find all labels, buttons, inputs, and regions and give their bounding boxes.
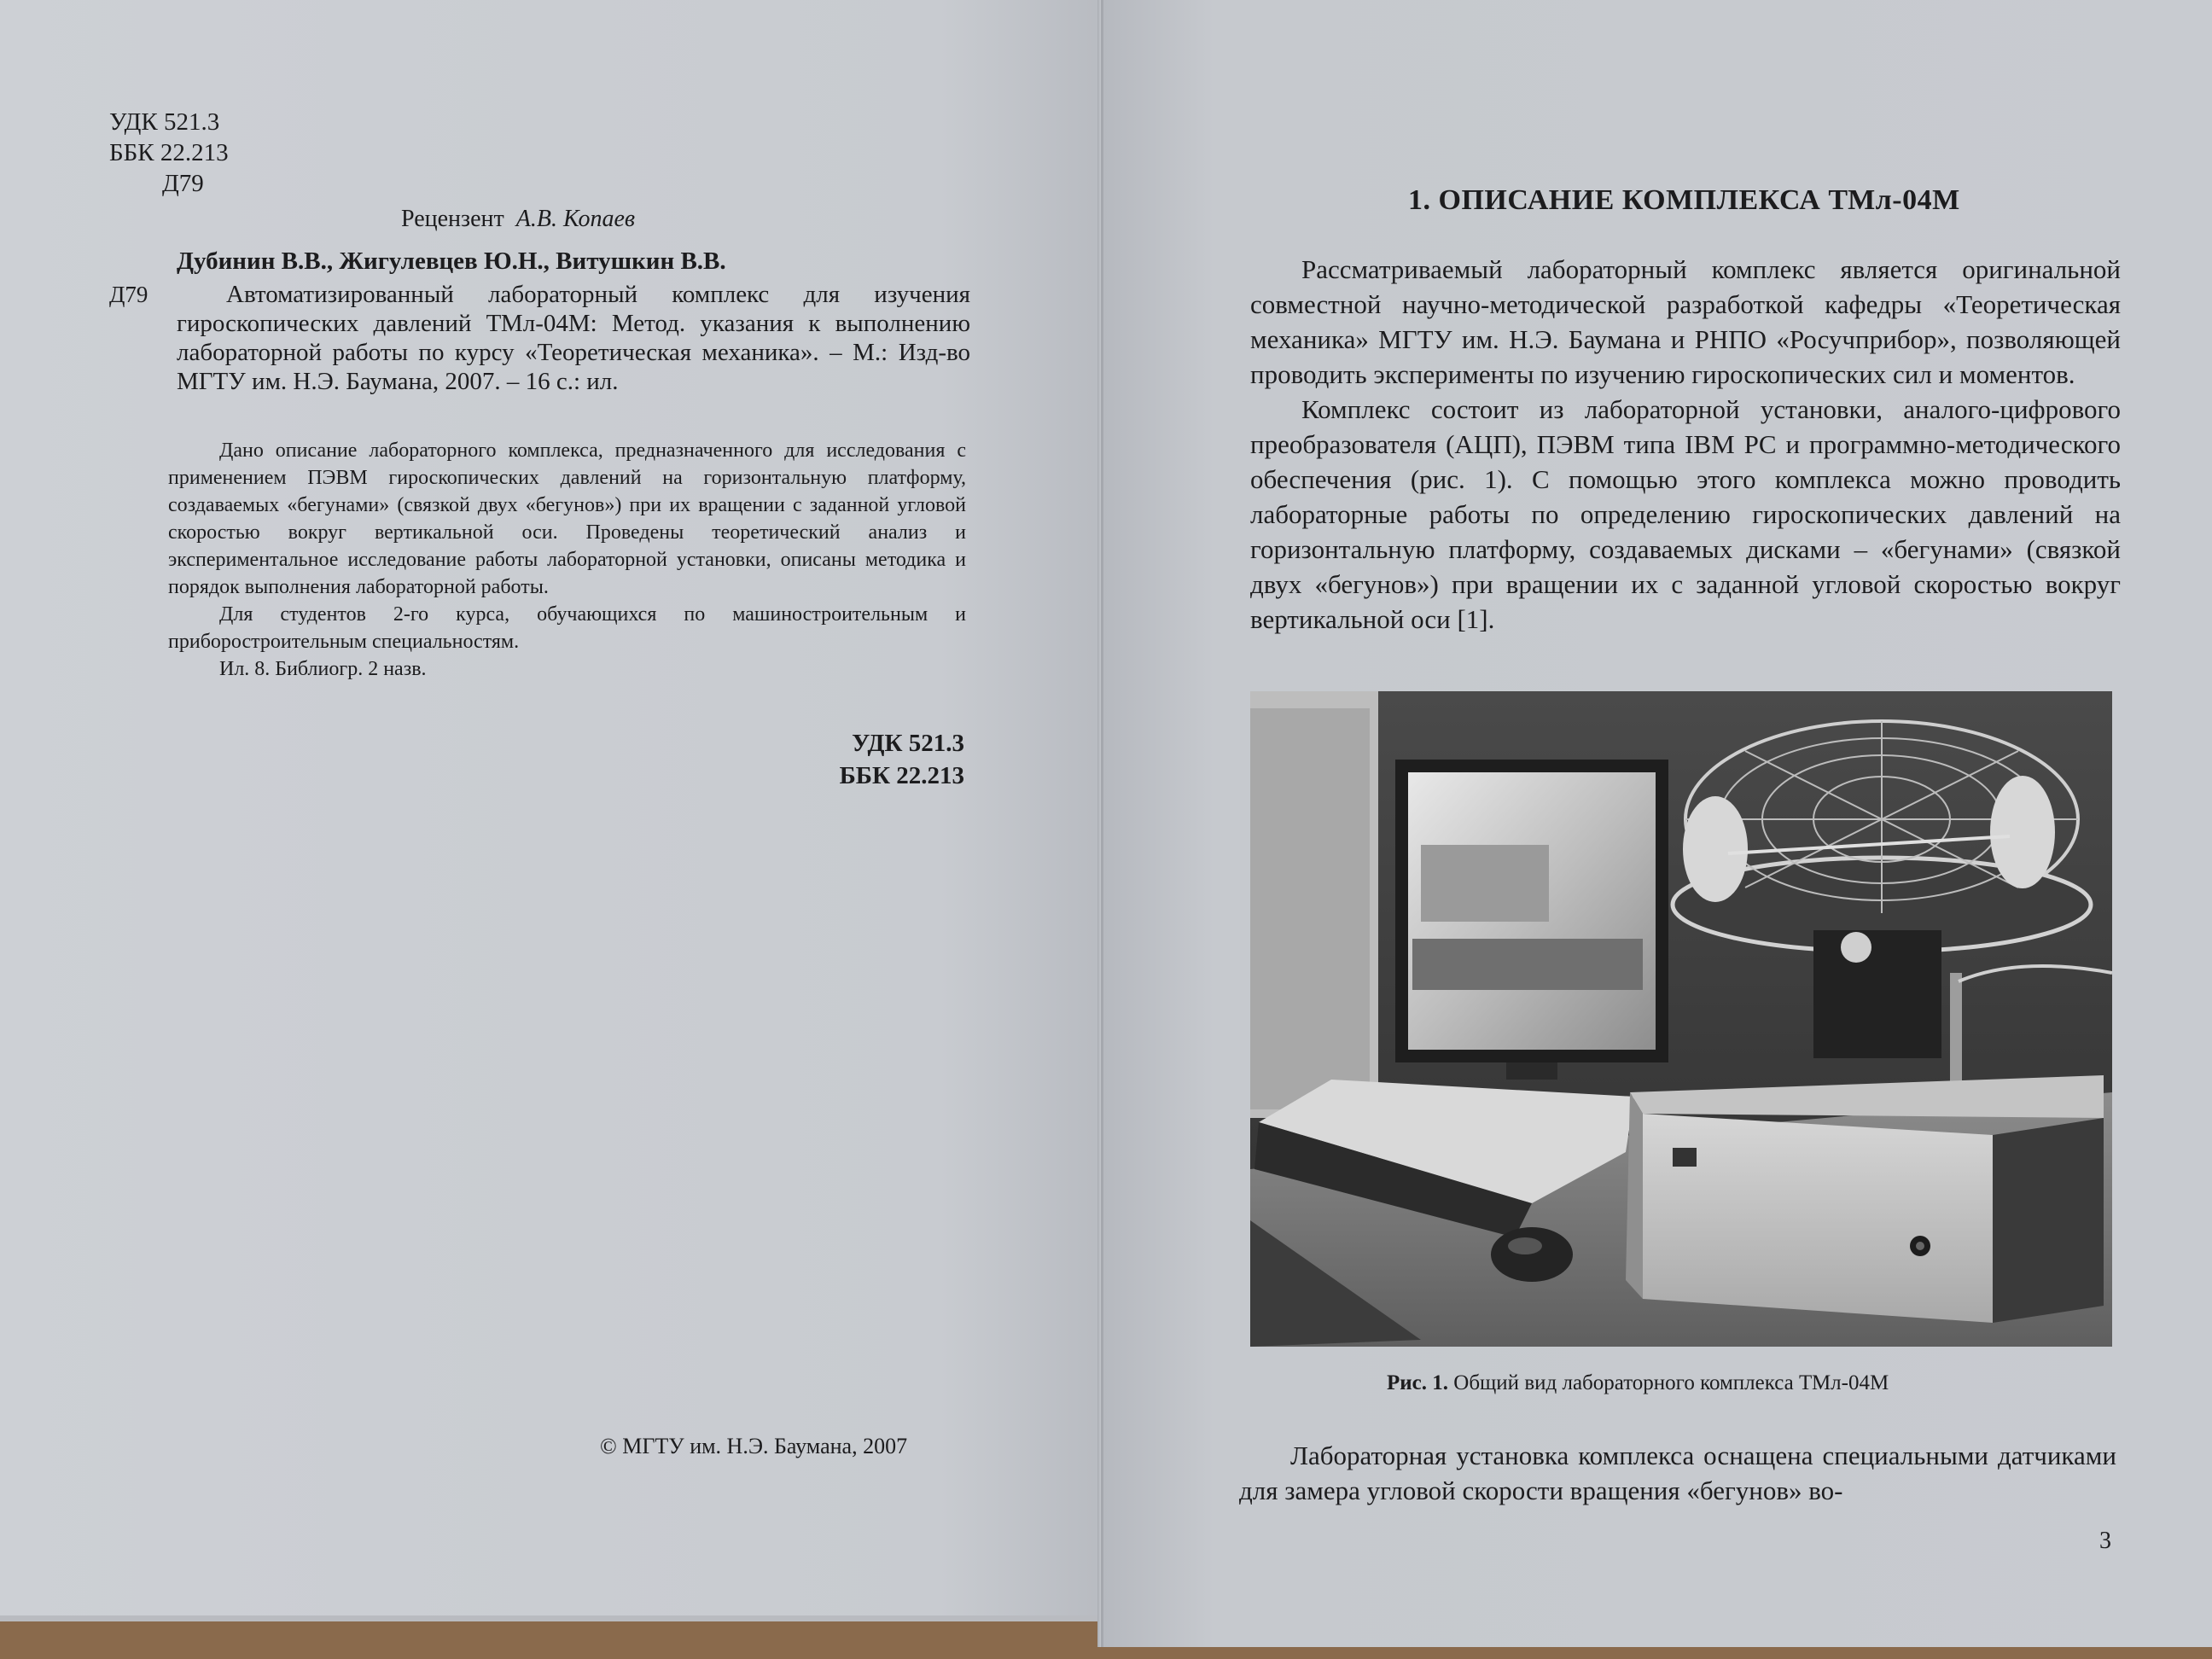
figure-caption bbox=[1387, 1371, 1889, 1395]
reviewer-line bbox=[401, 206, 635, 233]
reviewer-name: А.В. Копаев bbox=[515, 206, 636, 232]
copyright-notice: © МГТУ им. Н.Э. Баумана, 2007 bbox=[600, 1434, 908, 1458]
figure-caption-text: Общий вид лабораторного комплекса ТМл-04М bbox=[1453, 1371, 1889, 1394]
author-mark: Д79 bbox=[162, 170, 204, 197]
abstract-illustrations: Ил. 8. Библиогр. 2 назв. bbox=[219, 658, 427, 680]
bibliographic-entry: Автоматизированный лабораторный комплекс для изучения гироскопических давлений ТМл-04М: Метод. указания к выполнению лабораторной работы по курсу «Теоретическая механика». – М.: Изд-во МГТУ им. Н.Э. Баумана, 2007. – 16 с.: ил. bbox=[177, 281, 970, 395]
page-number: 3 bbox=[2099, 1528, 2111, 1554]
lab-complex-photo-illustration bbox=[1250, 691, 2112, 1347]
figure-label: Рис. 1. bbox=[1387, 1371, 1449, 1394]
bbk-code: ББК 22.213 bbox=[109, 139, 229, 166]
bbk-code-bold: ББК 22.213 bbox=[839, 762, 964, 789]
abstract-block bbox=[168, 437, 966, 683]
intro-paragraph-2: Комплекс состоит из лабораторной установки, аналого-цифрового преобразователя (АЦП), ПЭВМ типа IBM PC и программно-методического обеспечения (рис. 1). С помощью этого комплекса можно проводить лабораторные работы по определению гироскопических давлений на горизонтальную платформу, создаваемых дисками – «бегунами» (связкой двух «бегунов») при вращении их с заданной угловой скоростью вокруг вертикальной оси [1]. bbox=[1250, 394, 2121, 634]
authors-line: Дубинин В.В., Жигулевцев Ю.Н., Витушкин В.В. bbox=[177, 247, 726, 275]
lab-complex-photo bbox=[1250, 691, 2112, 1347]
section-heading: 1. ОПИСАНИЕ КОМПЛЕКСА ТМл-04М bbox=[1408, 184, 1960, 216]
continuation-paragraph: Лабораторная установка комплекса оснащена специальными датчиками для замера угловой скорости вращения «бегунов» во- bbox=[1239, 1441, 2116, 1505]
intro-text bbox=[1250, 252, 2121, 637]
continuation-text bbox=[1239, 1438, 2116, 1508]
udk-code-bold: УДК 521.3 bbox=[852, 730, 964, 757]
left-page bbox=[0, 0, 1105, 1615]
intro-paragraph-1: Рассматриваемый лабораторный комплекс является оригинальной совместной научно-методической разработкой кафедры «Теоретическая механика» МГТУ им. Н.Э. Баумана и РНПО «Росучприбор», позволяющей проводить эксперименты по изучению гироскопических сил и моментов. bbox=[1250, 254, 2121, 389]
entry-code: Д79 bbox=[109, 282, 148, 307]
abstract-audience: Для студентов 2-го курса, обучающихся по машиностроительным и приборостроительным специальностям. bbox=[168, 603, 966, 653]
abstract-description: Дано описание лабораторного комплекса, предназначенного для исследования с применением ПЭВМ гироскопических давлений на горизонтальную платформу, создаваемых «бегунами» (связкой двух «бегунов») при их вращении с заданной угловой скоростью вокруг вертикальной оси. Проведены теоретический анализ и экспериментальное исследование работы лабораторной установки, описаны методика и порядок выполнения лабораторной работы. bbox=[168, 439, 966, 598]
reviewer-label: Рецензент bbox=[401, 206, 504, 232]
udk-code: УДК 521.3 bbox=[109, 108, 220, 136]
